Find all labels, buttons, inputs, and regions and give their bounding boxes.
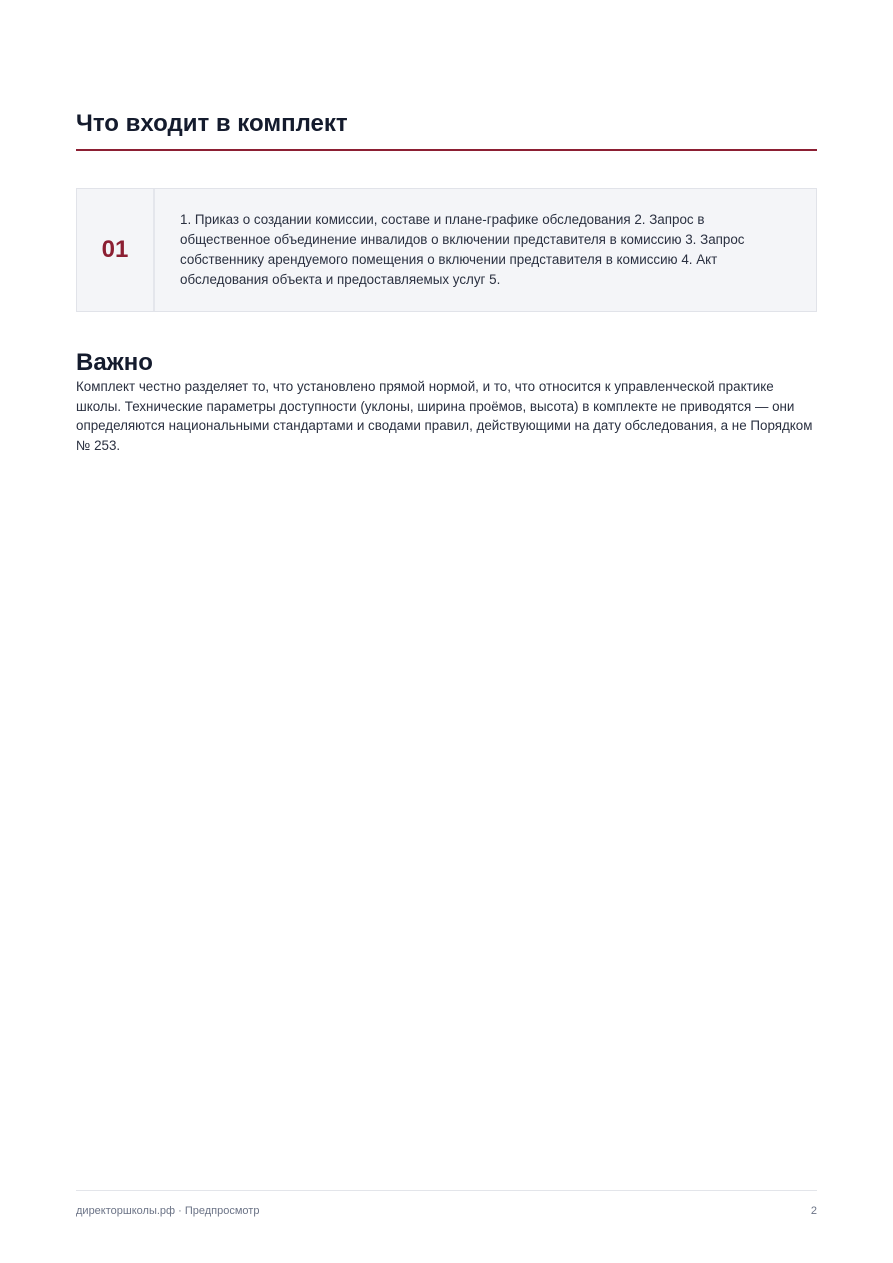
important-title: Важно [76,349,153,376]
kit-item-number: 01 [101,236,129,263]
footer-page-number: 2 [810,1205,817,1217]
kit-item-number-cell [77,189,155,311]
kit-item-card [76,188,817,312]
section-title: Что входит в комплект [76,110,348,137]
document-page [76,0,817,1263]
footer-divider [76,1190,817,1191]
important-text: Комплект честно разделяет то, что установлено прямой нормой, и то, что относится к управленческой практике школы. Технические параметры доступности (уклоны, ширина проёмов, высота) в комплекте не приводятся — они определяются национальными стандартами и сводами правил, действующими на дату обследования, а не Порядком № 253. [76,379,813,453]
footer-site-label: директоршколы.рф · Предпросмотр [76,1205,260,1217]
title-divider [76,149,817,151]
kit-item-text: 1. Приказ о создании комиссии, составе и плане-графике обследования 2. Запрос в общественное объединение инвалидов о включении представителя в комиссию 3. Запрос собственнику арендуемого помещения о включении представителя в комиссию 4. Акт обследования объекта и предоставляемых услуг 5. [180,212,745,287]
